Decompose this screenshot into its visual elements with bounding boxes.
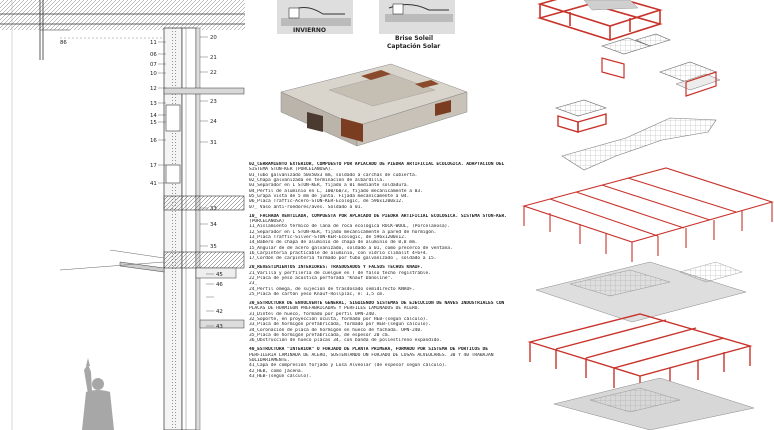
note-line: 21_Varilla y perfilería de cuelgue en T de falso techo registrable.	[249, 270, 431, 276]
exploded-axonometric-drawing	[510, 0, 774, 430]
callout-label-86: 86	[60, 40, 67, 46]
callout-label-22: 22	[210, 70, 217, 76]
callout-label-14: 14	[150, 113, 157, 119]
callout-label-13: 13	[150, 101, 157, 107]
note-line: 43_HEB-(según cálculo).	[249, 374, 312, 380]
note-line: 03_Separador en L STON-KER, fijado a 01 mediante soldadura.	[249, 183, 410, 189]
note-line: 15_Angular de de acero galvanizado, soldado a 01, como precerco de ventana.	[249, 245, 453, 251]
brise-soleil-diagram	[379, 0, 455, 50]
note-line: 12_Separador en L STON-KER, fijado mecánicamente a pared de hormigón.	[249, 229, 437, 235]
note-heading: 30_ESTRUCTURA DE ENVOLVENTE GENERAL, SIGUIENDO SISTEMAS DE EJECUCIÓN DE NAVES INDUSTRIALES CON	[249, 301, 505, 307]
solar-diagrams	[245, 0, 510, 160]
note-line: SISTEMA STON-KER (PORCELANOSA).	[249, 167, 334, 173]
note-line: 11_Aislamiento térmico de lana de roca ecológica ROCK-WOOL, (Porcelanosa).	[249, 224, 450, 230]
callout-label-31: 31	[210, 140, 217, 146]
note-line: 07_ Vaso anti-roedores/aves. Soldado a 01.	[249, 204, 364, 210]
note-line: SOLIDARIAMENTE.	[249, 358, 290, 364]
winter-diagram	[277, 0, 353, 34]
note-line: 42_HEB, como jácena.	[249, 368, 304, 374]
callout-label-15: 15	[150, 120, 157, 126]
human-figure-silhouette	[82, 358, 114, 430]
exploded-axonometric-panel	[510, 0, 774, 430]
caption-solar-capture: Captación Solar	[387, 43, 441, 50]
note-line: 13_Placa Traffic-Silver-STON-KER-Ecologic, de 596x1200x12.	[249, 235, 407, 241]
callout-label-43: 43	[216, 324, 223, 330]
callout-label-07: 07	[150, 62, 157, 68]
note-line: 17_Cordón de carpintería formado por tubo galvanizado , soldado a 15.	[249, 256, 437, 262]
note-line: PLACAS DE HORMIGÓN PREFABRICADAS Y PERFILES LAMINADOS DE ACERO.	[249, 306, 421, 312]
callout-label-42: 42	[216, 309, 223, 315]
building-3d-render	[281, 64, 467, 146]
callout-label-11: 11	[150, 40, 157, 46]
note-line: 22_Placa de yeso acústica perforada "Knauf Danoline".	[249, 276, 393, 282]
note-line: 32_Soporte, en proyección oculta, formado por HEB-(según cálculo).	[249, 317, 429, 323]
callout-label-41: 41	[150, 181, 157, 187]
callout-label-33: 33	[210, 206, 217, 212]
callout-label-21: 21	[210, 55, 217, 61]
construction-notes	[249, 162, 507, 379]
first-floor-slab	[536, 262, 746, 322]
construction-section-panel	[0, 0, 245, 430]
ground-floor-slab	[554, 378, 754, 430]
note-line: 36_Obstrucción de hueco placas 34, con banda de poliestireno expandido.	[249, 338, 442, 344]
caption-winter: INVIERNO	[293, 27, 326, 34]
stepped-roof-module	[562, 118, 716, 170]
note-line: 35_Placa de hormigón prefabricada, de espesor 20 cm.	[249, 333, 391, 339]
detail-panel	[245, 0, 510, 430]
note-line: 05_Grapa vista de 5 mm de junta. Fijada mecánicamente a 04.	[249, 194, 410, 200]
callout-label-24: 24	[210, 119, 217, 125]
note-line: 31_Dintel de hueco, formado por perfil UPN-240.	[249, 311, 377, 317]
callout-label-10: 10	[150, 71, 157, 77]
note-heading: 02_CERRAMIENTO EXTERIOR, COMPUESTO POR APLACADO DE PIEDRA ARTIFICIAL ECOLÓGICA. ADAPTACIÓN DEL	[249, 162, 505, 167]
floor-slab-modules	[556, 34, 720, 132]
note-line: 01_Tubo galvanizado 50x50x3 mm, soldado a carchas de cubierta.	[249, 172, 418, 178]
note-line: 16_Carpintería practicable de aluminio, con vidrio climalit 4+6+4.	[249, 251, 429, 257]
callout-label-12: 12	[150, 86, 157, 92]
note-line: 33_Placa de hormigón prefabricada, formado por HEB-(según cálculo).	[249, 322, 431, 328]
callout-label-34: 34	[210, 222, 217, 228]
note-line: PERFILERÍA LAMINADA DE ACERO, SUSTENTANDO UN FORJADO DE LOSAS ALVEOLARES. 30 Y 40 TRABAJAN	[249, 352, 494, 358]
callout-label-16: 16	[150, 138, 157, 144]
note-line: 24_Perfil omega, de sujeción de trasdosado semidirecto KNAUF.	[249, 286, 415, 292]
note-heading: 20_REVESTIMIENTOS INTERIORES: TRASDOSADOS Y FALSOS TECHOS KNAUF.	[249, 265, 423, 271]
note-line: 41_Capa de compresión forjado y Losa Alveolar (de espesor según cálculo).	[249, 363, 448, 369]
note-line: 34_Coronación de placa de hormigón en hueco de fachada. UPN-240.	[249, 327, 423, 333]
note-line: 06_Placa Traffic-Acero-STON-KER-Ecologic, de 596x1200x12.	[249, 199, 404, 205]
note-line: 14_Babero de chapa de aluminio de chapa de aluminio de 0,8 mm.	[249, 240, 418, 246]
caption-brise-soleil: Brise Soleil	[395, 35, 434, 42]
callout-label-35: 35	[210, 244, 217, 250]
roof-truss-module	[524, 168, 772, 262]
callout-label-06: 06	[150, 52, 157, 58]
callout-label-23: 23	[210, 99, 217, 105]
construction-section-drawing	[0, 0, 245, 430]
note-line: (PORCELANOSA)	[249, 219, 285, 225]
note-heading: 10_ FACHADA VENTILADA, COMPUESTA POR APLACADO DE PIEDRA ARTIFICIAL ECOLÓGICA. SISTEMA STON-KER.	[249, 213, 507, 219]
callout-label-45: 45	[216, 272, 223, 278]
note-line: 25_Placa de cartón yeso Knauf-Rollplac, e: 1,5 cm.	[249, 292, 385, 298]
note-line: 02_Chapa galvanizada en terminación de albardilla.	[249, 178, 385, 184]
callout-label-20: 20	[210, 35, 217, 41]
note-heading: 40_ESTRUCTURA "INTERIOR" O FORJADO DE PLANTA PRIMERA, FORMADO POR SISTEMA DE PÓRTICOS DE	[249, 347, 488, 353]
callout-label-46: 46	[216, 282, 223, 288]
note-line: 04_Perfil de aluminio en L, 100/60/3, fijado mecánicamente a 03.	[249, 188, 423, 194]
callout-label-17: 17	[150, 163, 157, 169]
note-line: 23_	[249, 281, 258, 287]
